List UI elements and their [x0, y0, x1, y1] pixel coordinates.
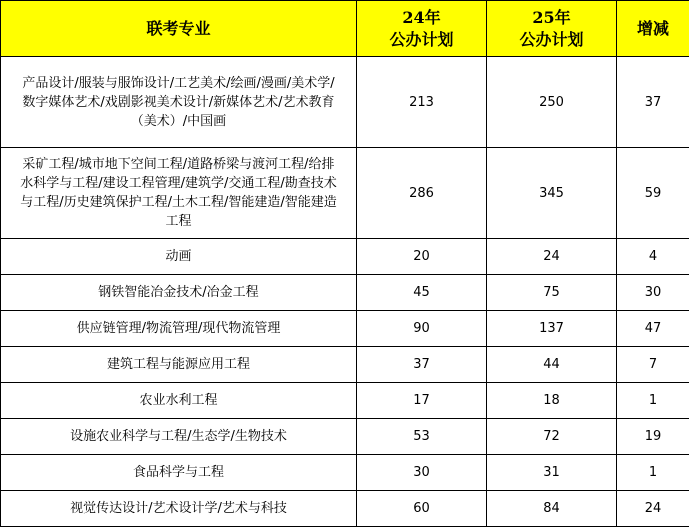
- header-row: [1, 1, 689, 57]
- plan-2024-cell: 37: [357, 347, 487, 383]
- table-row: [1, 455, 689, 491]
- plan-2025-cell: 72: [487, 419, 617, 455]
- plan-2025-cell: 31: [487, 455, 617, 491]
- header-plan-2025-year: 25年: [491, 7, 612, 29]
- major-cell: 动画: [1, 239, 357, 275]
- change-cell: 30: [617, 275, 689, 311]
- plan-2025-cell: 137: [487, 311, 617, 347]
- plan-2024-cell: 286: [357, 148, 487, 239]
- plan-2024-cell: 45: [357, 275, 487, 311]
- table-row: [1, 239, 689, 275]
- major-cell: 设施农业科学与工程/生态学/生物技术: [1, 419, 357, 455]
- plan-2025-cell: 24: [487, 239, 617, 275]
- change-cell: 1: [617, 455, 689, 491]
- table-row: [1, 57, 689, 148]
- major-cell: 视觉传达设计/艺术设计学/艺术与科技: [1, 491, 357, 527]
- table-row: [1, 275, 689, 311]
- plan-2025-cell: 44: [487, 347, 617, 383]
- change-cell: 59: [617, 148, 689, 239]
- header-change: 增减: [617, 1, 689, 57]
- plan-2025-cell: 75: [487, 275, 617, 311]
- header-plan-2024-year: 24年: [361, 7, 482, 29]
- major-cell: 供应链管理/物流管理/现代物流管理: [1, 311, 357, 347]
- plan-2024-cell: 20: [357, 239, 487, 275]
- table-row: [1, 347, 689, 383]
- plan-2024-cell: 213: [357, 57, 487, 148]
- change-cell: 37: [617, 57, 689, 148]
- header-plan-2024: [357, 1, 487, 57]
- major-cell: 农业水利工程: [1, 383, 357, 419]
- major-cell: 产品设计/服装与服饰设计/工艺美术/绘画/漫画/美术学/数字媒体艺术/戏剧影视美术设计/新媒体艺术/艺术教育（美术）/中国画: [1, 57, 357, 148]
- major-cell: 钢铁智能冶金技术/冶金工程: [1, 275, 357, 311]
- plan-2024-cell: 53: [357, 419, 487, 455]
- table-row: [1, 491, 689, 527]
- table-row: [1, 419, 689, 455]
- plan-2024-cell: 90: [357, 311, 487, 347]
- plan-2024-cell: 17: [357, 383, 487, 419]
- change-cell: 19: [617, 419, 689, 455]
- change-cell: 4: [617, 239, 689, 275]
- plan-2024-cell: 60: [357, 491, 487, 527]
- change-cell: 47: [617, 311, 689, 347]
- change-cell: 1: [617, 383, 689, 419]
- plan-2025-cell: 18: [487, 383, 617, 419]
- major-cell: 食品科学与工程: [1, 455, 357, 491]
- table-row: [1, 148, 689, 239]
- plan-2025-cell: 250: [487, 57, 617, 148]
- table-row: [1, 311, 689, 347]
- table-row: [1, 383, 689, 419]
- change-cell: 7: [617, 347, 689, 383]
- plan-2024-cell: 30: [357, 455, 487, 491]
- header-plan-2024-label: 公办计划: [361, 29, 482, 51]
- header-plan-2025: [487, 1, 617, 57]
- major-cell: 采矿工程/城市地下空间工程/道路桥梁与渡河工程/给排水科学与工程/建设工程管理/建筑学/交通工程/勘查技术与工程/历史建筑保护工程/土木工程/智能建造/智能建造工程: [1, 148, 357, 239]
- change-cell: 24: [617, 491, 689, 527]
- major-cell: 建筑工程与能源应用工程: [1, 347, 357, 383]
- header-plan-2025-label: 公办计划: [491, 29, 612, 51]
- plan-2025-cell: 345: [487, 148, 617, 239]
- header-major: 联考专业: [1, 1, 357, 57]
- plan-2025-cell: 84: [487, 491, 617, 527]
